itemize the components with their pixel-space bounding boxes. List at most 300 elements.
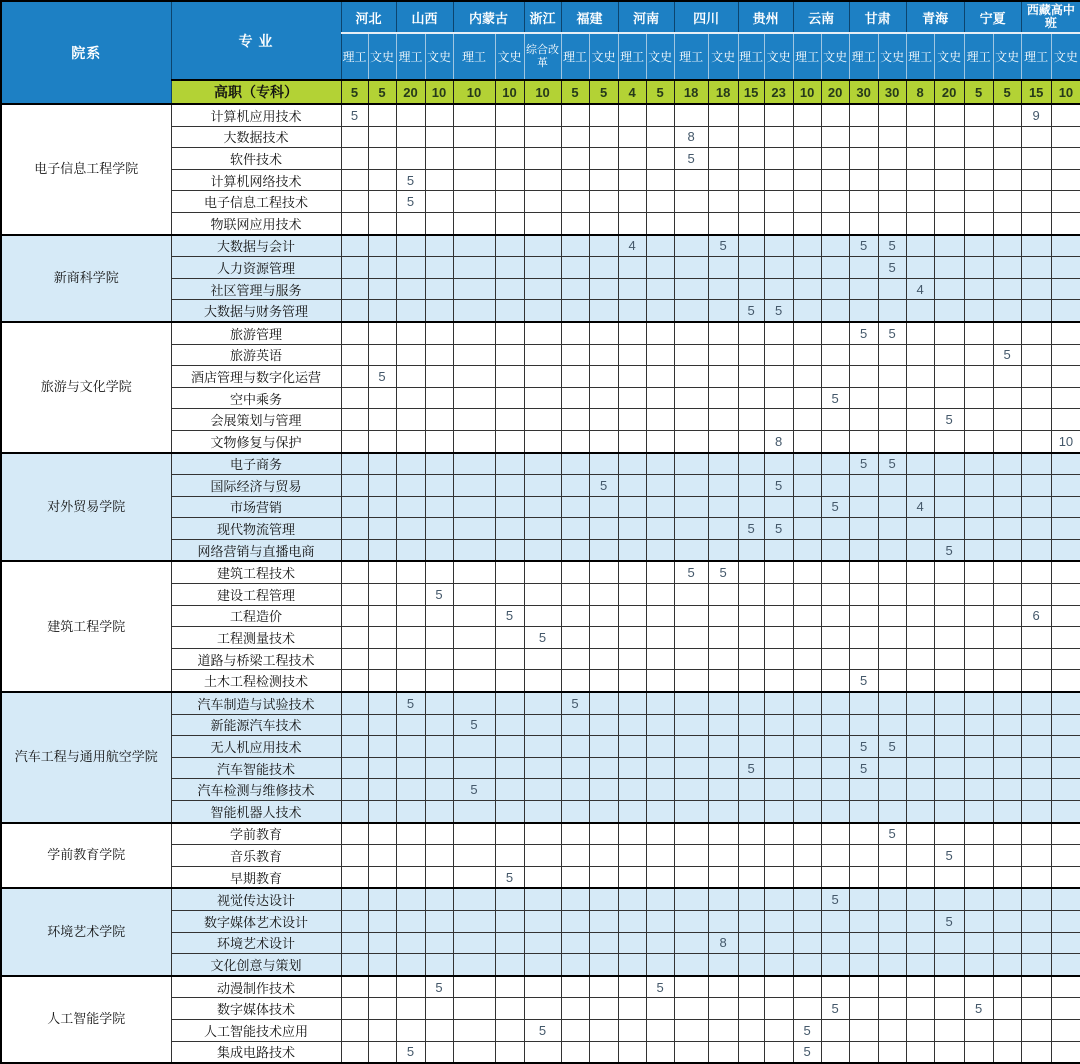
value-cell [589,344,618,366]
value-cell [906,670,934,692]
value-cell [993,430,1021,452]
value-cell: 5 [878,453,906,475]
value-cell [453,126,495,148]
value-cell [618,714,646,736]
value-cell [738,648,764,670]
value-cell [993,126,1021,148]
value-cell [674,1041,708,1063]
value-cell [589,648,618,670]
value-cell [396,932,425,954]
value-cell [738,779,764,801]
subject-type-header: 理工 [964,33,993,80]
value-cell [425,714,453,736]
value-cell [993,104,1021,126]
value-cell [764,344,793,366]
province-header: 福建 [561,1,618,33]
value-cell [425,823,453,845]
value-cell [341,453,368,475]
value-cell [561,605,589,627]
value-cell [453,322,495,344]
value-cell [906,998,934,1020]
value-cell [738,801,764,823]
value-cell [708,584,738,606]
value-cell [764,191,793,213]
value-cell: 4 [906,278,934,300]
value-cell: 6 [1021,605,1051,627]
value-cell [674,627,708,649]
value-cell [341,212,368,234]
value-cell [849,257,878,279]
value-cell [821,932,849,954]
value-cell [708,409,738,431]
value-cell [561,801,589,823]
value-cell [618,518,646,540]
value-cell: 5 [524,627,561,649]
value-cell [934,779,964,801]
value-cell [618,496,646,518]
value-cell [495,670,524,692]
value-cell [341,670,368,692]
value-cell [993,584,1021,606]
major-cell: 早期教育 [171,866,341,888]
value-cell [821,148,849,170]
value-cell [453,366,495,388]
value-cell: 5 [738,300,764,322]
value-cell: 8 [764,430,793,452]
value-cell [738,823,764,845]
value-cell [1051,453,1080,475]
value-cell [589,692,618,714]
value-cell [1021,976,1051,998]
value-cell [993,387,1021,409]
value-cell [524,344,561,366]
value-cell [849,998,878,1020]
value-cell [821,779,849,801]
value-cell [738,561,764,583]
value-cell [646,627,674,649]
value-cell [396,845,425,867]
value-cell [368,736,396,758]
value-cell [425,757,453,779]
value-cell [368,801,396,823]
value-cell [618,757,646,779]
value-cell [1021,954,1051,976]
value-cell [1021,736,1051,758]
value-cell [878,801,906,823]
value-cell [561,518,589,540]
value-cell [821,736,849,758]
value-cell [906,888,934,910]
value-cell [1051,736,1080,758]
value-cell [341,235,368,257]
value-cell [708,257,738,279]
value-cell [906,627,934,649]
value-cell [934,976,964,998]
value-cell [1051,278,1080,300]
value-cell [708,910,738,932]
value-cell [993,605,1021,627]
value-cell [674,409,708,431]
value-cell [993,692,1021,714]
value-cell: 5 [341,104,368,126]
value-cell [878,387,906,409]
value-cell [793,648,821,670]
value-cell [708,670,738,692]
value-cell [738,866,764,888]
value-cell [341,257,368,279]
value-cell [341,998,368,1020]
value-cell [793,910,821,932]
value-cell [764,932,793,954]
value-cell [453,169,495,191]
value-cell [453,235,495,257]
major-cell: 旅游管理 [171,322,341,344]
value-cell [646,409,674,431]
value-cell: 5 [934,845,964,867]
value-cell [993,278,1021,300]
value-cell [793,191,821,213]
value-cell [495,888,524,910]
value-cell [849,104,878,126]
value-cell [934,998,964,1020]
value-cell [934,169,964,191]
value-cell [618,322,646,344]
value-cell [368,670,396,692]
value-cell [589,866,618,888]
value-cell [618,736,646,758]
value-cell [906,605,934,627]
value-cell [341,366,368,388]
major-cell: 人力资源管理 [171,257,341,279]
value-cell [618,126,646,148]
value-cell [878,670,906,692]
value-cell [674,1019,708,1041]
value-cell [495,387,524,409]
value-cell [368,888,396,910]
major-cell: 数字媒体艺术设计 [171,910,341,932]
value-cell [906,1041,934,1063]
value-cell [993,191,1021,213]
value-cell [561,191,589,213]
college-cell: 新商科学院 [1,235,171,322]
value-cell [764,998,793,1020]
major-cell: 土木工程检测技术 [171,670,341,692]
value-cell [964,148,993,170]
value-cell [878,976,906,998]
value-cell [849,823,878,845]
value-cell [964,605,993,627]
value-cell: 5 [738,518,764,540]
value-cell [821,344,849,366]
value-cell [396,518,425,540]
value-cell [793,954,821,976]
value-cell [906,430,934,452]
value-cell [561,104,589,126]
value-cell [453,648,495,670]
value-cell [396,235,425,257]
value-cell [646,736,674,758]
value-cell [1021,823,1051,845]
value-cell [674,584,708,606]
subject-type-header: 理工 [906,33,934,80]
total-value-cell: 18 [708,80,738,104]
value-cell [849,278,878,300]
value-cell [453,736,495,758]
value-cell [1021,126,1051,148]
value-cell [878,845,906,867]
value-cell [618,453,646,475]
total-value-cell: 15 [1021,80,1051,104]
value-cell [495,539,524,561]
value-cell [1021,475,1051,497]
value-cell [964,322,993,344]
value-cell: 5 [646,976,674,998]
value-cell [674,366,708,388]
value-cell: 5 [821,387,849,409]
value-cell [878,366,906,388]
value-cell [589,670,618,692]
value-cell [849,561,878,583]
value-cell [341,714,368,736]
value-cell [561,453,589,475]
value-cell [1051,670,1080,692]
value-cell [821,475,849,497]
value-cell [674,344,708,366]
value-cell [674,888,708,910]
value-cell: 10 [1051,430,1080,452]
value-cell [764,605,793,627]
major-cell: 计算机应用技术 [171,104,341,126]
value-cell [993,910,1021,932]
value-cell [906,866,934,888]
value-cell [425,736,453,758]
total-value-cell: 30 [878,80,906,104]
value-cell [764,584,793,606]
value-cell [341,627,368,649]
total-value-cell: 10 [495,80,524,104]
value-cell [425,539,453,561]
value-cell [1051,888,1080,910]
value-cell [764,561,793,583]
value-cell [368,148,396,170]
value-cell [964,344,993,366]
value-cell [368,692,396,714]
value-cell [561,409,589,431]
value-cell [849,475,878,497]
value-cell: 5 [821,496,849,518]
value-cell [821,801,849,823]
value-cell [618,191,646,213]
value-cell [708,866,738,888]
value-cell [764,212,793,234]
value-cell [495,475,524,497]
value-cell [764,736,793,758]
major-cell: 视觉传达设计 [171,888,341,910]
value-cell [821,278,849,300]
value-cell [1051,191,1080,213]
value-cell [341,169,368,191]
value-cell [453,539,495,561]
value-cell [1051,801,1080,823]
value-cell: 5 [849,453,878,475]
value-cell [368,278,396,300]
value-cell [1051,126,1080,148]
value-cell [524,387,561,409]
value-cell [708,148,738,170]
value-cell [878,430,906,452]
value-cell [1021,670,1051,692]
value-cell [589,1019,618,1041]
total-value-cell: 5 [561,80,589,104]
value-cell [524,670,561,692]
major-cell: 道路与桥梁工程技术 [171,648,341,670]
value-cell [1021,866,1051,888]
value-cell [425,801,453,823]
value-cell [453,932,495,954]
value-cell [396,714,425,736]
value-cell [618,409,646,431]
value-cell [396,300,425,322]
value-cell [561,539,589,561]
value-cell [849,866,878,888]
value-cell [878,757,906,779]
value-cell [674,976,708,998]
value-cell [964,300,993,322]
value-cell [396,910,425,932]
value-cell [964,387,993,409]
major-cell: 社区管理与服务 [171,278,341,300]
value-cell [1051,910,1080,932]
value-cell [934,191,964,213]
value-cell [793,670,821,692]
value-cell [964,518,993,540]
value-cell [764,627,793,649]
value-cell [849,518,878,540]
value-cell [368,430,396,452]
value-cell [1051,714,1080,736]
value-cell: 5 [878,322,906,344]
value-cell [906,932,934,954]
total-value-cell: 10 [1051,80,1080,104]
value-cell [524,714,561,736]
value-cell [849,648,878,670]
value-cell [674,605,708,627]
value-cell [618,648,646,670]
value-cell [495,191,524,213]
value-cell [793,366,821,388]
value-cell [341,779,368,801]
value-cell [341,496,368,518]
value-cell [878,932,906,954]
value-cell [453,257,495,279]
value-cell [453,387,495,409]
major-cell: 现代物流管理 [171,518,341,540]
value-cell [453,1041,495,1063]
value-cell [341,845,368,867]
value-cell [764,1041,793,1063]
value-cell [589,932,618,954]
value-cell: 5 [878,235,906,257]
value-cell [618,888,646,910]
value-cell [1021,169,1051,191]
value-cell [618,584,646,606]
major-cell: 汽车智能技术 [171,757,341,779]
value-cell [396,998,425,1020]
value-cell [1021,757,1051,779]
value-cell: 5 [495,605,524,627]
value-cell [674,387,708,409]
value-cell [964,126,993,148]
value-cell [1051,757,1080,779]
value-cell [646,104,674,126]
value-cell [878,300,906,322]
value-cell [934,344,964,366]
total-value-cell: 23 [764,80,793,104]
value-cell [524,300,561,322]
value-cell: 5 [764,475,793,497]
value-cell [341,932,368,954]
value-cell [764,976,793,998]
value-cell [738,344,764,366]
value-cell [646,453,674,475]
value-cell [561,1041,589,1063]
value-cell [764,148,793,170]
value-cell [589,910,618,932]
value-cell [589,714,618,736]
value-cell [341,409,368,431]
value-cell [396,736,425,758]
value-cell [708,212,738,234]
value-cell [906,648,934,670]
value-cell [849,344,878,366]
province-header: 贵州 [738,1,793,33]
value-cell [964,670,993,692]
value-cell [589,126,618,148]
value-cell [589,584,618,606]
value-cell [1021,692,1051,714]
value-cell: 5 [934,910,964,932]
value-cell [453,191,495,213]
value-cell [821,453,849,475]
total-value-cell: 5 [341,80,368,104]
province-header: 甘肃 [849,1,906,33]
value-cell [368,910,396,932]
value-cell [646,191,674,213]
value-cell [934,1019,964,1041]
value-cell [1021,235,1051,257]
value-cell [368,779,396,801]
value-cell [849,584,878,606]
value-cell [495,1041,524,1063]
value-cell [561,212,589,234]
value-cell [793,714,821,736]
subject-type-header: 理工 [674,33,708,80]
value-cell [764,801,793,823]
value-cell [878,888,906,910]
value-cell [764,888,793,910]
value-cell [368,257,396,279]
value-cell [764,257,793,279]
value-cell: 8 [708,932,738,954]
value-cell [589,627,618,649]
value-cell [524,1041,561,1063]
value-cell [793,169,821,191]
major-cell: 会展策划与管理 [171,409,341,431]
value-cell [524,475,561,497]
value-cell [993,845,1021,867]
value-cell [524,126,561,148]
value-cell [1051,496,1080,518]
